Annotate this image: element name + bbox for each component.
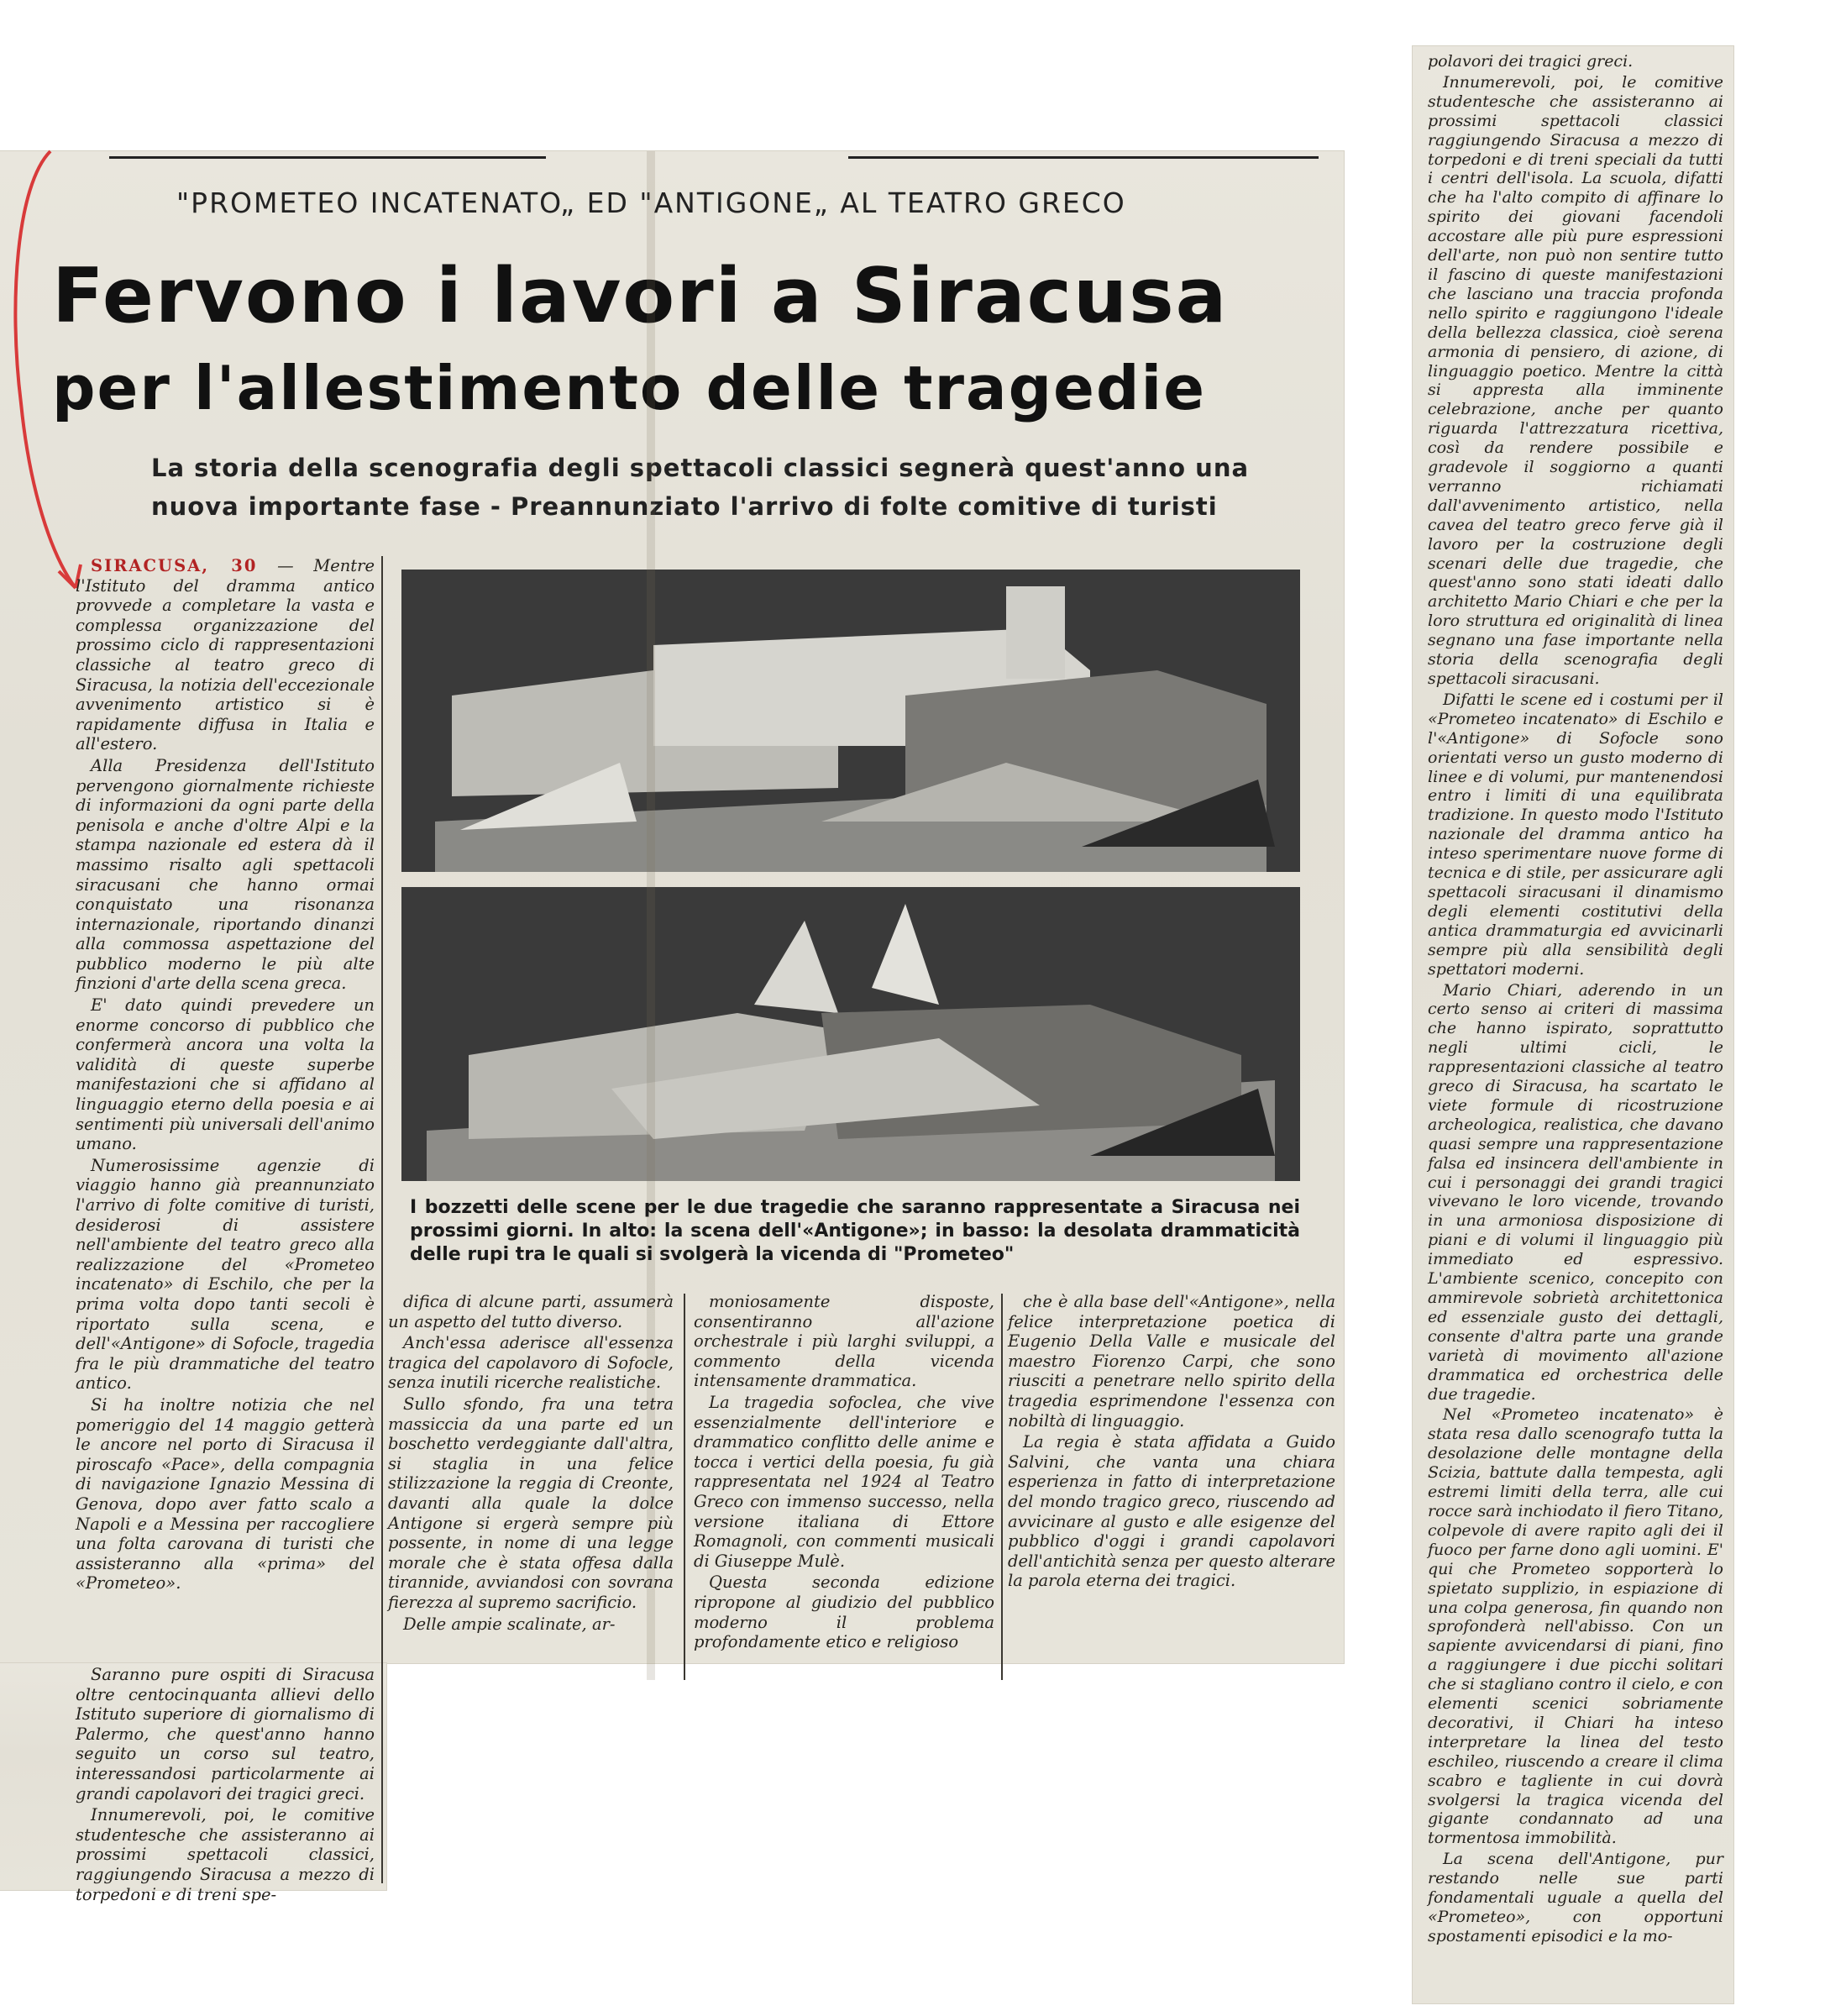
paragraph: Nel «Prometeo incatenato» è stata resa dallo scenografo tutta la desolazione delle montagne della Scizia, battute dalla tempesta, agli estremi limiti della terra, alle cui rocce sarà inchiodato il fiero Titano, colpevole di avere rapito agli dei il fuoco per farne dono agli uomini. E' qui che Prometeo sopporterà lo spietato supplizio, in espiazione di una colpa generosa, fin quando non sprofonderà nell'abisso. Con un sapiente avvicendarsi di piani, fino a raggiungere i due picchi solitari che si stagliano contro il cielo, e con elementi scenici sobriamente decorativi, il Chiari ha inteso interpretare la linea del testo eschileo, riuscendo a creare il clima scabro e tagliente in cui dovrà svolgersi la tragica vicenda del gigante condannato ad una tormentosa immobilità.: [1428, 1405, 1723, 1848]
paragraph: Difatti le scene ed i costumi per il «Prometeo incatenato» di Eschilo e l'«Antigone» di Sofocle sono orientati verso un gusto moderno di linee e di volumi, pur mantenendosi entro i limiti di una equilibrata tradizione. In questo modo l'Istituto nazionale del dramma antico ha inteso sperimentare nuove forme di tecnica e di stile, per assicurare agli spettacoli siracusani il dinamismo degli elementi costitutivi della antica drammaturgia ed avvicinarli sempre più alla sensibilità degli spettatori moderni.: [1428, 690, 1723, 979]
paragraph: Anch'essa aderisce all'essenza tragica del capolavoro di Sofocle, senza inutili ricerche realistiche.: [388, 1333, 674, 1393]
bottom-column-3: [1008, 1292, 1335, 1593]
headline-line-2: per l'allestimento delle tragedie: [52, 353, 1207, 423]
left-column: SIRACUSA, 30 — Mentre l'Istituto del dramma antico provvede a completare la vasta e complessa organizzazione del prossimo ciclo di rappresentazioni classiche al teatro greco di Siracusa, la notizia dell'eccezionale avvenimento artistico si è rapidamente diffusa in Italia e all'estero. Alla Presidenza dell'Istituto pervengono giornalmente richieste di informazioni da ogni parte della penisola e anche d'oltre Alpi e la stampa nazionale ed estera dà il massimo risalto agli spettacoli siracusani che hanno ormai conquistato una risonanza internazionale, riportando dinanzi alla commossa aspettazione del pubblico moderno le più alte finzioni d'arte della scena greca. E' dato quindi prevedere un enorme concorso di pubblico che confermerà ancora una volta la validità di queste superbe manifestazioni che si affidano al linguaggio eterno della poesia e ai sentimenti più universali dell'animo umano. Numerosissime agenzie di viaggio hanno già preannunziato l'arrivo di folte comitive di turisti, desiderosi di assistere nell'ambiente del teatro greco alla realizzazione del «Prometeo incatenato» di Eschilo, che per la prima volta dopo tanti secoli è riportato sulla scena, e dell'«Antigone» di Sofocle, tragedia fra le più drammatiche del teatro antico. Si ha inoltre notizia che nel pomeriggio del 14 maggio getterà le ancore nel porto di Siracusa il piroscafo «Pace», della compagnia di navigazione Ignazio Messina di Genova, dopo aver fatto scalo a Napoli e a Messina per raccogliere una folta carovana di turisti che assisteranno alla «prima» del «Prometeo».: [76, 556, 375, 1593]
paragraph: moniosamente disposte, consentiranno all'azione orchestrale i più larghi sviluppi, a commento della vicenda intensamente drammatica.: [694, 1292, 994, 1391]
continuation-strip-column: [1428, 52, 1723, 1948]
paragraph: La tragedia sofoclea, che vive essenzialmente dell'interiore e drammatico conflitto delle anime e tocca i vertici della poesia, fu già rappresentata nel 1924 al Teatro Greco con immenso successo, nella versione italiana di Ettore Romagnoli, con commenti musicali di Giuseppe Mulè.: [694, 1392, 994, 1571]
subheadline-line-1: La storia della scenografia degli spettacoli classici segnerà quest'anno una: [151, 454, 1250, 482]
paragraph: E' dato quindi prevedere un enorme concorso di pubblico che confermerà ancora una volta la validità di queste superbe manifestazioni che si affidano al linguaggio eterno della poesia e ai sentimenti più universali dell'animo umano.: [76, 995, 375, 1154]
subheadline-line-2: nuova importante fase - Preannunziato l'arrivo di folte comitive di turisti: [151, 492, 1218, 521]
paragraph: Mentre l'Istituto del dramma antico provvede a completare la vasta e complessa organizzazione del prossimo ciclo di rappresentazioni classiche al teatro greco di Siracusa, la notizia dell'eccezionale avvenimento artistico si è rapidamente diffusa in Italia e all'estero.: [76, 556, 375, 754]
stage-model-image: [401, 887, 1300, 1181]
paragraph: Numerosissime agenzie di viaggio hanno già preannunziato l'arrivo di folte comitive di turisti, desiderosi di assistere nell'ambiente del teatro greco alla realizzazione del «Prometeo incatenato» di Eschilo, che per la prima volta dopo tanti secoli è riportato sulla scena, e dell'«Antigone» di Sofocle, tragedia fra le più drammatiche del teatro antico.: [76, 1155, 375, 1394]
paragraph: Mario Chiari, aderendo in un certo senso ai criteri di massima che hanno ispirato, soprattutto negli ultimi cicli, le rappresentazioni classiche al teatro greco di Siracusa, ha scartato le viete formule di ricostruzione archeologica, realistica, che davano quasi sempre una rappresentazione falsa ed insincera dell'ambiente in cui i personaggi dei grandi tragici vivevano le loro vicende, trovando in una armoniosa disposizione di piani e di volumi il linguaggio più immediato ed espressivo. L'ambiente scenico, concepito con ammirevole sobrietà architettonica ed essenziale gusto dei dettagli, consente d'altra parte una grande varietà di movimento all'azione drammatica ed orchestrica delle due tragedie.: [1428, 980, 1723, 1404]
dateline: SIRACUSA, 30: [91, 556, 258, 575]
paragraph: Delle ampie scalinate, ar-: [403, 1614, 616, 1634]
bottom-column-1: [388, 1292, 674, 1635]
article-kicker: "PROMETEO INCATENATO„ ED "ANTIGONE„ AL TEATRO GRECO: [176, 186, 1126, 219]
stage-model-image: [401, 570, 1300, 872]
top-rule-right: [848, 156, 1319, 159]
paragraph: Sullo sfondo, fra una tetra massiccia da una parte ed un boschetto verdeggiante dall'altra, si staglia in una felice stilizzazione la reggia di Creonte, davanti alla quale la dolce Antigone si ergerà sempre più possente, in nome di una legge morale che è stata offesa dalla tirannide, avviandosi con sovrana fierezza al supremo sacrificio.: [388, 1394, 674, 1612]
paragraph: Innumerevoli, poi, le comitive studentesche che assisteranno ai prossimi spettacoli classici raggiungendo Siracusa a mezzo di torpedoni e di treni speciali da tutti i centri dell'isola. La scuola, difatti che ha l'alto compito di affinare lo spirito dei giovani facendoli accostare alle più pure espressioni dell'arte, non può non sentire tutto il fascino di queste manifestazioni che lasciano una traccia profonda nello spirito e raggiungono l'ideale della bellezza classica, cioè serena armonia di pensiero, di azione, di linguaggio poetico. Mentre la città si appresta alla imminente celebrazione, anche per quanto riguarda l'attrezzatura ricettiva, così da rendere possibile e gradevole il soggiorno a quanti verranno richiamati dall'avvenimento artistico, nella cavea del teatro greco ferve già il lavoro per la costruzione degli scenari delle due tragedie, che quest'anno sono stati ideati dallo architetto Mario Chiari e che per la loro struttura ed originalità di linea segnano una fase importante nella storia della scenografia degli spettacoli siracusani.: [1428, 72, 1723, 688]
paragraph: La regia è stata affidata a Guido Salvini, che vanta una chiara esperienza in fatto di interpretazione del mondo tragico greco, riuscendo ad avvicinare al gusto e alle esigenze del pubblico d'oggi i grandi capolavori dell'antichità senza per questo alterare la parola eterna dei tragici.: [1008, 1432, 1335, 1591]
photo-caption: I bozzetti delle scene per le due tragedie che saranno rappresentate a Siracusa nei prossimi giorni. In alto: la scena dell'«Antigone»; in basso: la desolata drammaticità delle rupi tra le quali si svolgerà la vicenda di "Prometeo": [410, 1197, 1300, 1265]
paragraph: Questa seconda edizione ripropone al giudizio del pubblico moderno il problema profondamente etico e religioso: [694, 1572, 994, 1652]
column-divider: [381, 556, 383, 1883]
paragraph: La scena dell'Antigone, pur restando nelle sue parti fondamentali uguale a quella del «Prometeo», con opportuni spostamenti episodici e la mo-: [1428, 1850, 1723, 1945]
paragraph: polavori dei tragici greci.: [1428, 52, 1634, 71]
paragraph: Innumerevoli, poi, le comitive studentesche che assisteranno ai prossimi spettacoli classici, raggiungendo Siracusa a mezzo di torpedoni e di treni spe-: [76, 1805, 375, 1904]
headline-line-1: Fervono i lavori a Siracusa: [52, 252, 1229, 340]
photo-prometeo-set: [401, 887, 1300, 1181]
left-column-continuation: [76, 1665, 375, 1906]
paragraph: Alla Presidenza dell'Istituto pervengono giornalmente richieste di informazioni da ogni parte della penisola e anche d'oltre Alpi e la stampa nazionale ed estera dà il massimo risalto agli spettacoli siracusani che hanno ormai conquistato una risonanza internazionale, riportando dinanzi alla commossa aspettazione del pubblico moderno le più alte finzioni d'arte della scena greca.: [76, 755, 375, 994]
photo-antigone-set: [401, 570, 1300, 872]
paragraph: difica di alcune parti, assumerà un aspetto del tutto diverso.: [388, 1292, 674, 1331]
paragraph: Saranno pure ospiti di Siracusa oltre centocinquanta allievi dello Istituto superiore di giornalismo di Palermo, che quest'anno hanno seguito un corso sul teatro, interessandosi particolarmente ai grandi capolavori dei tragici greci.: [76, 1665, 375, 1803]
paragraph: Si ha inoltre notizia che nel pomeriggio del 14 maggio getterà le ancore nel porto di Siracusa il piroscafo «Pace», della compagnia di navigazione Ignazio Messina di Genova, dopo aver fatto scalo a Napoli e a Messina per raccogliere una folta carovana di turisti che assisteranno alla «prima» del «Prometeo».: [76, 1394, 375, 1593]
bottom-column-2: [694, 1292, 994, 1654]
top-rule-left: [109, 156, 546, 159]
column-divider: [684, 1294, 685, 1680]
column-divider: [1001, 1294, 1003, 1680]
paragraph: che è alla base dell'«Antigone», nella felice interpretazione poetica di Eugenio Della Valle e musicale del maestro Fiorenzo Carpi, che sono riusciti a penetrare nello spirito della tragedia esprimendone l'essenza con nobiltà di linguaggio.: [1008, 1292, 1335, 1431]
